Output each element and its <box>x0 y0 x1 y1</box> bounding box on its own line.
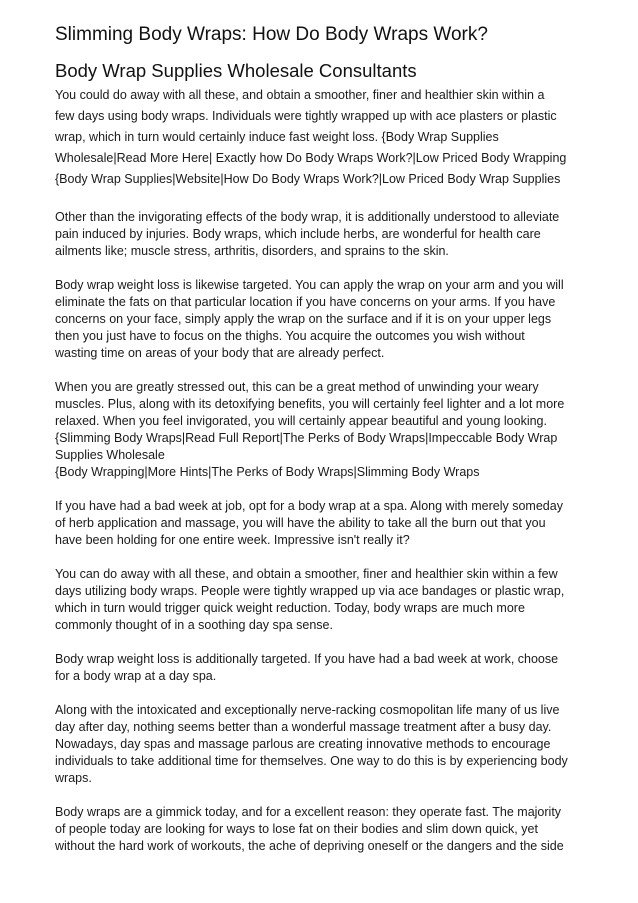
text-line: concerns on your face, simply apply the wrap on the surface and if it is on your upper legs <box>55 312 552 326</box>
text-line: individuals to take additional time for themselves. One way to do this is by experiencing body <box>55 754 568 768</box>
text-line: which in turn would trigger quick weight reduction. Today, body wraps are much more <box>55 601 525 615</box>
text-line: Wholesale|Read More Here| Exactly how Do Body Wraps Work?|Low Priced Body Wrapping <box>55 151 567 165</box>
text-line: Along with the intoxicated and exceptionally nerve-racking cosmopolitan life many of us live <box>55 703 560 717</box>
text-line: day after day, nothing seems better than a wonderful massage treatment after a busy day. <box>55 720 552 734</box>
text-line: then you just have to focus on the thighs. You acquire the outcomes you wish without <box>55 329 525 343</box>
text-line: {Body Wrapping|More Hints|The Perks of Body Wraps|Slimming Body Wraps <box>55 465 480 479</box>
document-title: Slimming Body Wraps: How Do Body Wraps Work? <box>55 24 488 45</box>
body-paragraph <box>55 566 598 634</box>
text-line: muscles. Plus, along with its detoxifying benefits, you will certainly feel lighter and a lot more <box>55 397 565 411</box>
text-line: You could do away with all these, and obtain a smoother, finer and healthier skin within a <box>55 88 545 102</box>
text-line: eliminate the fats on that particular location if you have concerns on your arms. If you have <box>55 295 556 309</box>
text-line: for a body wrap at a day spa. <box>55 669 217 683</box>
text-line: commonly thought of in a soothing day spa sense. <box>55 618 333 632</box>
intro-paragraph <box>55 85 598 190</box>
text-line: days utilizing body wraps. People were tightly wrapped up via ace bandages or plastic wrap, <box>55 584 565 598</box>
text-line: You can do away with all these, and obtain a smoother, finer and healthier skin within a few <box>55 567 558 581</box>
text-line: wraps. <box>55 771 92 785</box>
text-line: have been holding for one entire week. Impressive isn't really it? <box>55 533 410 547</box>
text-line: If you have had a bad week at job, opt for a body wrap at a spa. Along with merely someday <box>55 499 563 513</box>
text-line: {Body Wrap Supplies|Website|How Do Body Wraps Work?|Low Priced Body Wrap Supplies <box>55 172 561 186</box>
text-line: Supplies Wholesale <box>55 448 165 462</box>
body-paragraph <box>55 804 598 855</box>
text-line: Body wraps are a gimmick today, and for a excellent reason: they operate fast. The majority <box>55 805 562 819</box>
text-line: few days using body wraps. Individuals were tightly wrapped up with ace plasters or plastic <box>55 109 557 123</box>
text-line: without the hard work of workouts, the ache of depriving oneself or the dangers and the side <box>55 839 564 853</box>
document-subtitle: Body Wrap Supplies Wholesale Consultants <box>55 60 417 81</box>
body-paragraph <box>55 702 598 787</box>
text-line: Other than the invigorating effects of the body wrap, it is additionally understood to alleviate <box>55 210 560 224</box>
body-paragraph <box>55 277 598 362</box>
text-line: wrap, which in turn would certainly induce fast weight loss. {Body Wrap Supplies <box>55 130 499 144</box>
text-line: wasting time on areas of your body that are already perfect. <box>55 346 385 360</box>
text-line: Body wrap weight loss is likewise targeted. You can apply the wrap on your arm and you will <box>55 278 564 292</box>
text-line: ailments like; muscle stress, arthritis, disorders, and sprains to the skin. <box>55 244 449 258</box>
text-line: Nowadays, day spas and massage parlous are creating innovative methods to encourage <box>55 737 551 751</box>
body-paragraph <box>55 498 598 549</box>
text-line: When you are greatly stressed out, this can be a great method of unwinding your weary <box>55 380 539 394</box>
body-paragraph <box>55 651 598 685</box>
text-line: pain induced by injuries. Body wraps, which include herbs, are wonderful for health care <box>55 227 541 241</box>
body-paragraph <box>55 379 598 481</box>
text-line: {Slimming Body Wraps|Read Full Report|The Perks of Body Wraps|Impeccable Body Wrap <box>55 431 558 445</box>
text-line: relaxed. When you feel invigorated, you will certainly appear beautiful and young looking. <box>55 414 547 428</box>
text-line: of herb application and massage, you will have the ability to take all the burn out that you <box>55 516 546 530</box>
body-paragraph <box>55 209 598 260</box>
text-line: of people today are looking for ways to lose fat on their bodies and slim down quick, yet <box>55 822 538 836</box>
text-line: Body wrap weight loss is additionally targeted. If you have had a bad week at work, choose <box>55 652 559 666</box>
